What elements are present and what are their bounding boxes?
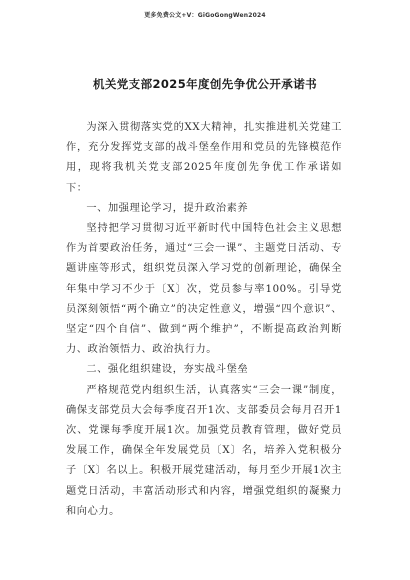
section-1-paragraph: 坚持把学习贯彻习近平新时代中国特色社会主义思想作为首要政治任务，通过“三会一课”、主题党日活动、专题讲座等形式，组织党员深入学习党的创新理论，确保全年集中学习不少于〔X〕次，党员参与率100%。引导党员深刻领悟“两个确立”的决定性意义，增强“四个意识”、坚定“四个自信”、做到“两个维护”，不断提高政治判断力、政治领悟力、政治执行力。: [66, 223, 342, 356]
section-2-paragraph: 严格规范党内组织生活，认真落实“三会一课”制度，确保支部党员大会每季度召开1次、支部委员会每月召开1次、党课每季度开展1次。加强党员教育管理，做好党员发展工作，确保全年发展党员〔X〕名，培养入党积极分子〔X〕名以上。积极开展党建活动，每月至少开展1次主题党日活动，丰富活动形式和内容，增强党组织的凝聚力和向心力。: [66, 384, 342, 517]
document-body: [66, 118, 342, 522]
header-note: 更多免费公文+V：GiGoGongWen2024: [144, 12, 266, 19]
intro-paragraph: 为深入贯彻落实党的XX大精神，扎实推进机关党建工作，充分发挥党支部的战斗堡垒作用和党员的先锋模范作用，现将我机关党支部2025年度创先争优工作承诺如下：: [66, 122, 342, 194]
document-title: 机关党支部2025年度创先争优公开承诺书: [92, 77, 317, 91]
section-2-heading: 二、强化组织建设，夯实战斗堡垒: [86, 364, 249, 376]
section-1-heading: 一、加强理论学习，提升政治素养: [86, 202, 249, 214]
